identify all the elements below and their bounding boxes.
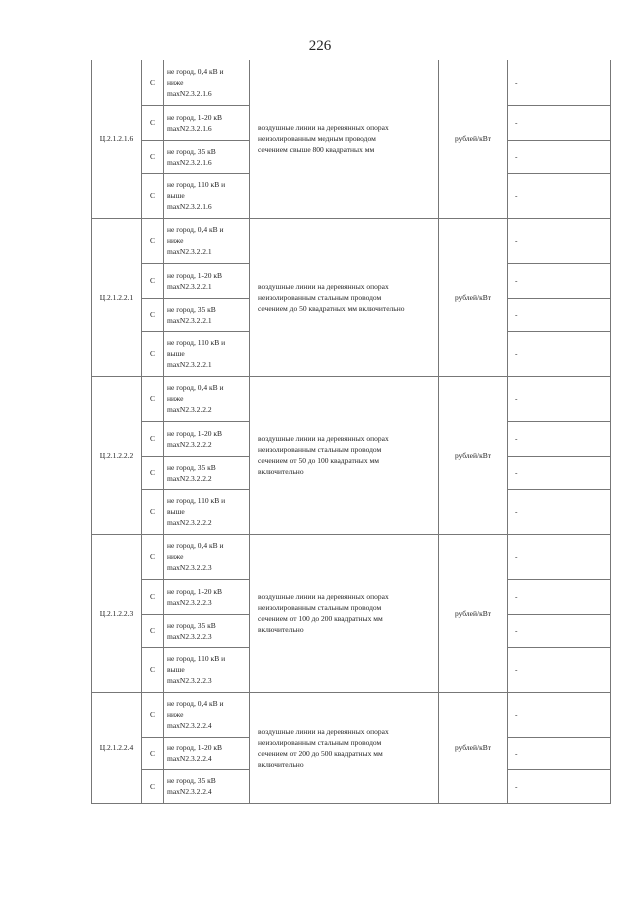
voltage-level-line: не город, 35 кВ [167,304,216,314]
voltage-level-line: не город, 0,4 кВ и [167,699,224,708]
unit-of-measure: рублей/кВт [439,60,508,218]
rate-value: - [508,331,611,376]
rate-value: - [508,140,611,173]
unit-of-measure: рублей/кВт [439,218,508,376]
category-letter: С [142,769,164,803]
description-line: включительно [258,759,304,769]
voltage-level-line: maxN2.3.2.2.4 [167,721,212,730]
description-line: неизолированным стальным проводом [258,445,382,454]
voltage-level-line: не город, 1-20 кВ [167,270,222,280]
rate-value: - [508,769,611,803]
voltage-level-line: ниже [167,77,184,87]
description-line: воздушные линии на деревянных опорах [258,726,389,736]
voltage-level-line: не город, 110 кВ и [167,338,226,347]
category-letter: С [142,489,164,534]
voltage-level-line: не город, 35 кВ [167,776,216,785]
voltage-level-line: maxN2.3.2.2.1 [167,360,212,369]
category-letter: С [142,173,164,218]
description-line: неизолированным стальным проводом [258,737,382,747]
row-code: Ц.2.1.2.2.3 [92,534,142,692]
voltage-level-line: maxN2.3.2.2.2 [167,518,212,527]
voltage-level-cell [164,647,250,692]
category-letter: С [142,579,164,614]
voltage-level-cell [164,173,250,218]
category-letter: С [142,647,164,692]
voltage-level-cell [164,60,250,105]
category-letter: С [142,60,164,105]
voltage-level-cell [164,456,250,489]
unit-of-measure: рублей/кВт [439,692,508,803]
voltage-level-line: maxN2.3.2.2.4 [167,754,212,763]
category-letter: С [142,692,164,737]
voltage-level-cell [164,489,250,534]
voltage-level-cell [164,105,250,140]
description-line: сечением от 100 до 200 квадратных мм [258,614,383,623]
rate-value: - [508,614,611,647]
table-row [92,376,611,421]
unit-of-measure: рублей/кВт [439,376,508,534]
description-line: включительно [258,625,304,634]
category-letter: С [142,140,164,173]
voltage-level-line: ниже [167,552,184,561]
description-line: сечением от 200 до 500 квадратных мм [258,748,383,758]
voltage-level-line: maxN2.3.2.2.1 [167,247,212,256]
description-line: неизолированным стальным проводом [258,603,382,612]
category-letter: С [142,218,164,263]
table-row [92,534,611,579]
voltage-level-cell [164,331,250,376]
description-line: включительно [258,467,304,476]
voltage-level-line: не город, 35 кВ [167,620,216,630]
voltage-level-line: maxN2.3.2.2.3 [167,597,212,607]
line-description [250,218,439,376]
line-description [250,60,439,218]
voltage-level-line: ниже [167,394,184,403]
rate-value: - [508,456,611,489]
voltage-level-line: maxN2.3.2.1.6 [167,202,212,211]
category-letter: С [142,421,164,456]
rate-value: - [508,647,611,692]
voltage-level-line: не город, 0,4 кВ и [167,225,224,234]
category-letter: С [142,534,164,579]
row-code: Ц.2.1.2.2.2 [92,376,142,534]
voltage-level-line: выше [167,191,185,200]
rate-value: - [508,218,611,263]
rate-value: - [508,489,611,534]
category-letter: С [142,263,164,298]
voltage-level-cell [164,263,250,298]
voltage-level-line: maxN2.3.2.1.6 [167,157,212,167]
voltage-level-line: выше [167,507,185,516]
unit-of-measure: рублей/кВт [439,534,508,692]
voltage-level-line: не город, 1-20 кВ [167,428,222,438]
rate-value: - [508,421,611,456]
rate-value: - [508,263,611,298]
category-letter: С [142,298,164,331]
voltage-level-cell [164,218,250,263]
voltage-level-line: maxN2.3.2.1.6 [167,88,212,98]
voltage-level-line: maxN2.3.2.2.3 [167,676,212,685]
line-description [250,534,439,692]
voltage-level-line: не город, 35 кВ [167,462,216,472]
category-letter: С [142,614,164,647]
voltage-level-cell [164,769,250,803]
table-row [92,218,611,263]
voltage-level-line: maxN2.3.2.2.2 [167,405,212,414]
category-letter: С [142,331,164,376]
voltage-level-cell [164,534,250,579]
voltage-level-cell [164,298,250,331]
voltage-level-line: не город, 110 кВ и [167,654,226,663]
line-description [250,692,439,803]
description-line: воздушные линии на деревянных опорах [258,592,389,601]
rate-value: - [508,173,611,218]
voltage-level-line: ниже [167,236,184,245]
voltage-level-line: maxN2.3.2.2.3 [167,563,212,572]
row-code: Ц.2.1.2.2.4 [92,692,142,803]
row-code: Ц.2.1.2.1.6 [92,60,142,218]
voltage-level-cell [164,737,250,769]
voltage-level-line: выше [167,349,185,358]
rate-value: - [508,534,611,579]
rate-value: - [508,298,611,331]
line-description [250,376,439,534]
rate-value: - [508,692,611,737]
voltage-level-line: не город, 0,4 кВ и [167,66,224,76]
description-line: неизолированным стальным проводом [258,292,382,302]
category-letter: С [142,456,164,489]
description-line: сечением от 50 до 100 квадратных мм [258,456,379,465]
rate-value: - [508,737,611,769]
row-code: Ц.2.1.2.2.1 [92,218,142,376]
voltage-level-line: не город, 0,4 кВ и [167,383,224,392]
voltage-level-cell [164,421,250,456]
description-line: неизолированным медным проводом [258,134,376,144]
voltage-level-line: не город, 0,4 кВ и [167,541,224,550]
voltage-level-line: не город, 110 кВ и [167,180,226,189]
voltage-level-line: maxN2.3.2.2.1 [167,315,212,325]
page-number: 226 [308,38,332,54]
voltage-level-line: выше [167,665,185,674]
voltage-level-cell [164,376,250,421]
voltage-level-line: не город, 1-20 кВ [167,586,222,596]
rate-value: - [508,60,611,105]
voltage-level-line: maxN2.3.2.2.3 [167,631,212,641]
description-line: воздушные линии на деревянных опорах [258,434,389,443]
table-row [92,60,611,105]
voltage-level-line: не город, 35 кВ [167,146,216,156]
voltage-level-line: maxN2.3.2.2.1 [167,281,212,291]
voltage-level-line: maxN2.3.2.2.2 [167,439,212,449]
description-line: сечением до 50 квадратных мм включительно [258,303,405,313]
category-letter: С [142,737,164,769]
category-letter: С [142,376,164,421]
voltage-level-cell [164,579,250,614]
voltage-level-line: не город, 110 кВ и [167,496,226,505]
voltage-level-cell [164,614,250,647]
voltage-level-cell [164,140,250,173]
voltage-level-line: не город, 1-20 кВ [167,112,222,122]
voltage-level-line: maxN2.3.2.2.2 [167,473,212,483]
voltage-level-line: maxN2.3.2.1.6 [167,123,212,133]
tariff-table [91,60,611,804]
description-line: воздушные линии на деревянных опорах [258,123,389,133]
description-line: сечением свыше 800 квадратных мм [258,145,375,155]
category-letter: С [142,105,164,140]
voltage-level-line: maxN2.3.2.2.4 [167,787,212,796]
voltage-level-line: не город, 1-20 кВ [167,743,222,752]
table-row [92,692,611,737]
description-line: воздушные линии на деревянных опорах [258,281,389,291]
rate-value: - [508,579,611,614]
voltage-level-line: ниже [167,710,184,719]
voltage-level-cell [164,692,250,737]
rate-value: - [508,376,611,421]
rate-value: - [508,105,611,140]
